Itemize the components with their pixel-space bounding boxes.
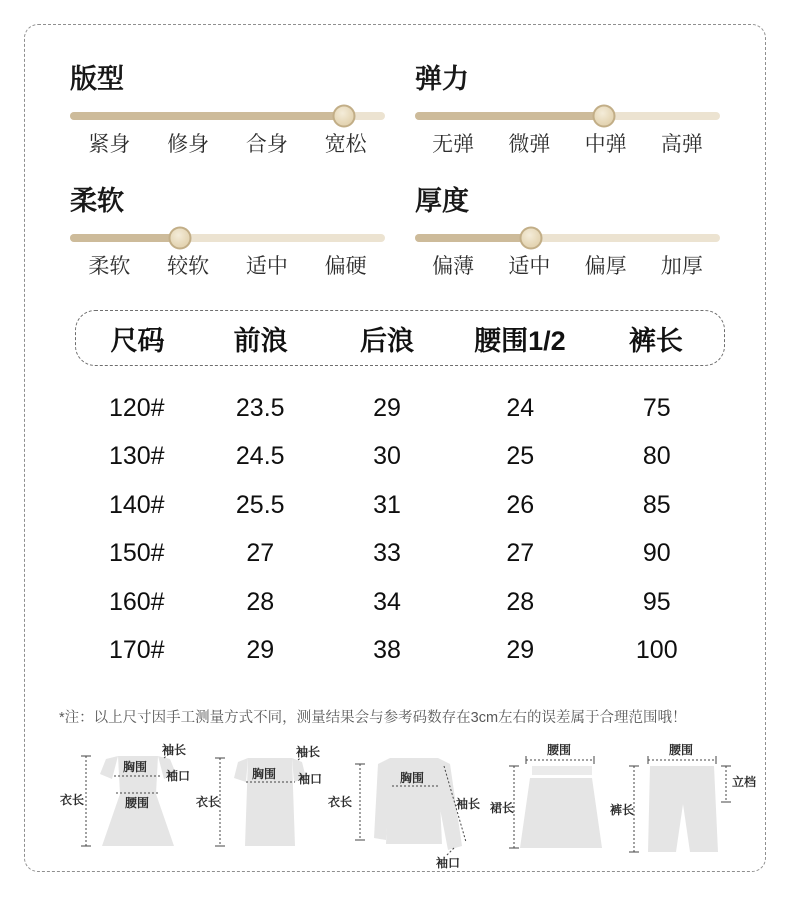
softness-scale-labels bbox=[70, 255, 385, 278]
scale-label: 偏硬 bbox=[324, 255, 367, 278]
waist-label: 腰围 bbox=[547, 743, 572, 757]
front-rise-cell: 24.5 bbox=[235, 442, 285, 471]
elasticity-slider-track bbox=[415, 112, 720, 120]
waist-cell: 27 bbox=[506, 539, 535, 568]
table-row bbox=[75, 384, 725, 433]
back-rise-cell: 29 bbox=[373, 393, 401, 422]
attribute-title: 弹力 bbox=[415, 64, 469, 94]
waist-cell: 26 bbox=[506, 490, 535, 519]
cuff-label: 袖口 bbox=[298, 772, 323, 786]
waist-label: 腰围 bbox=[125, 796, 150, 810]
measurement-diagrams bbox=[60, 744, 760, 870]
elasticity-slider-knob[interactable] bbox=[593, 105, 616, 128]
front-rise-cell: 23.5 bbox=[235, 393, 285, 422]
table-row bbox=[75, 481, 725, 530]
scale-label: 高弹 bbox=[660, 133, 703, 156]
diagram-skirt bbox=[490, 744, 602, 870]
pant-length-cell: 90 bbox=[642, 539, 671, 568]
pant-length-cell: 85 bbox=[642, 490, 671, 519]
thickness-slider-track bbox=[415, 234, 720, 242]
bust-label: 胸围 bbox=[123, 760, 148, 774]
skirt-length-label: 裙长 bbox=[490, 801, 515, 815]
back-rise-cell: 38 bbox=[373, 636, 401, 665]
size-table-header bbox=[75, 310, 725, 366]
fit-slider-track bbox=[70, 112, 385, 120]
cuff-label: 袖口 bbox=[166, 769, 191, 783]
pant-length-label: 裤长 bbox=[610, 803, 635, 817]
attribute-title: 柔软 bbox=[70, 186, 124, 216]
sleeve-label: 袖长 bbox=[162, 743, 187, 757]
fit-slider-knob[interactable] bbox=[333, 105, 356, 128]
scale-label: 偏薄 bbox=[432, 255, 475, 278]
scale-label: 合身 bbox=[245, 133, 288, 156]
size-cell: 160# bbox=[108, 587, 165, 616]
measurement-note: *注：以上尺寸因手工测量方式不同，测量结果会与参考码数存在3cm左右的误差属于合理范围哦！ bbox=[59, 710, 687, 726]
scale-label: 较软 bbox=[167, 255, 210, 278]
scale-label: 加厚 bbox=[660, 255, 703, 278]
scale-label: 适中 bbox=[245, 255, 288, 278]
softness-slider-track bbox=[70, 234, 385, 242]
attribute-elasticity bbox=[415, 66, 720, 156]
waist-label: 腰围 bbox=[669, 743, 694, 757]
elasticity-scale-labels bbox=[415, 133, 720, 156]
table-row bbox=[75, 530, 725, 579]
back-rise-cell: 31 bbox=[373, 490, 401, 519]
rise-label: 立档 bbox=[732, 775, 757, 789]
column-header: 前浪 bbox=[233, 325, 288, 356]
table-row bbox=[75, 627, 725, 676]
waist-cell: 29 bbox=[506, 636, 535, 665]
column-header: 后浪 bbox=[360, 325, 415, 356]
front-rise-cell: 28 bbox=[246, 587, 275, 616]
softness-slider-fill bbox=[70, 234, 180, 242]
back-rise-cell: 33 bbox=[373, 539, 401, 568]
front-rise-cell: 29 bbox=[246, 636, 275, 665]
attribute-title: 版型 bbox=[70, 64, 124, 94]
attribute-fit bbox=[70, 66, 385, 156]
pant-length-cell: 100 bbox=[635, 636, 678, 665]
scale-label: 柔软 bbox=[88, 255, 131, 278]
scale-label: 偏厚 bbox=[584, 255, 627, 278]
softness-slider-knob[interactable] bbox=[169, 227, 192, 250]
scale-label: 适中 bbox=[508, 255, 551, 278]
scale-label: 微弹 bbox=[508, 133, 551, 156]
size-cell: 130# bbox=[108, 442, 165, 471]
scale-label: 无弹 bbox=[432, 133, 475, 156]
size-cell: 150# bbox=[108, 539, 165, 568]
front-rise-cell: 25.5 bbox=[235, 490, 285, 519]
fit-scale-labels bbox=[70, 133, 385, 156]
attribute-thickness bbox=[415, 188, 720, 278]
thickness-scale-labels bbox=[415, 255, 720, 278]
length-label: 衣长 bbox=[328, 795, 353, 809]
cuff-label: 袖口 bbox=[436, 856, 461, 870]
size-cell: 140# bbox=[108, 490, 165, 519]
pant-length-cell: 80 bbox=[642, 442, 671, 471]
bust-label: 胸围 bbox=[252, 767, 277, 781]
diagram-tshirt bbox=[196, 744, 322, 870]
attribute-title: 厚度 bbox=[415, 186, 469, 216]
elasticity-slider-fill bbox=[415, 112, 604, 120]
scale-label: 宽松 bbox=[324, 133, 367, 156]
sleeve-label: 袖长 bbox=[296, 745, 321, 759]
back-rise-cell: 34 bbox=[373, 587, 401, 616]
column-header: 腰围1/2 bbox=[474, 325, 566, 356]
pant-length-cell: 75 bbox=[642, 393, 671, 422]
waist-cell: 24 bbox=[506, 393, 535, 422]
table-row bbox=[75, 578, 725, 627]
diagram-dress bbox=[60, 744, 192, 870]
size-table-body bbox=[75, 384, 725, 675]
column-header: 裤长 bbox=[628, 325, 683, 356]
size-cell: 170# bbox=[108, 636, 165, 665]
waist-cell: 28 bbox=[506, 587, 535, 616]
table-row bbox=[75, 433, 725, 482]
pant-length-cell: 95 bbox=[642, 587, 671, 616]
scale-label: 中弹 bbox=[584, 133, 627, 156]
attribute-softness bbox=[70, 188, 385, 278]
fit-slider-fill bbox=[70, 112, 344, 120]
column-header: 尺码 bbox=[110, 325, 165, 356]
diagram-pants bbox=[610, 744, 758, 870]
size-cell: 120# bbox=[108, 393, 165, 422]
length-label: 衣长 bbox=[60, 793, 85, 807]
sleeve-label: 袖长 bbox=[456, 797, 481, 811]
thickness-slider-knob[interactable] bbox=[519, 227, 542, 250]
scale-label: 修身 bbox=[167, 133, 210, 156]
bust-label: 胸围 bbox=[400, 771, 425, 785]
length-label: 衣长 bbox=[196, 795, 221, 809]
scale-label: 紧身 bbox=[88, 133, 131, 156]
front-rise-cell: 27 bbox=[246, 539, 275, 568]
back-rise-cell: 30 bbox=[373, 442, 401, 471]
thickness-slider-fill bbox=[415, 234, 531, 242]
diagram-longsleeve bbox=[326, 744, 482, 870]
waist-cell: 25 bbox=[506, 442, 535, 471]
